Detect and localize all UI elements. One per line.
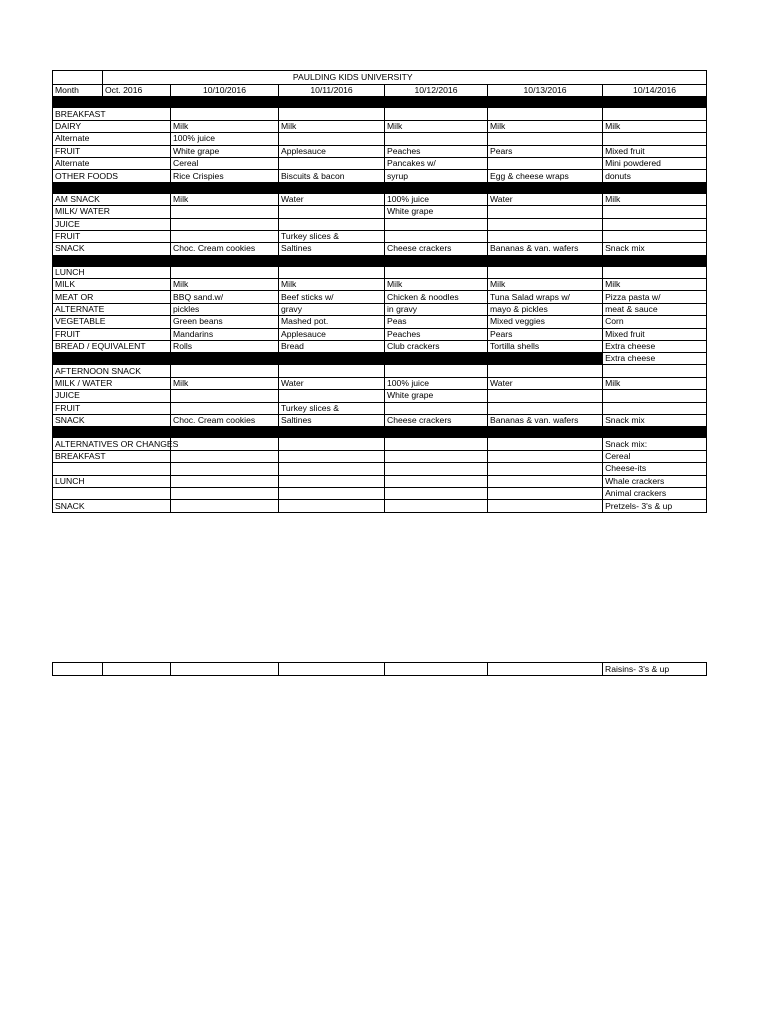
- menu-cell: Milk: [171, 279, 279, 291]
- menu-cell: [171, 475, 279, 487]
- divider-cell: [488, 427, 603, 438]
- row-label: MILK / WATER: [53, 377, 171, 389]
- menu-cell: Corn: [603, 316, 707, 328]
- menu-cell: Milk: [603, 120, 707, 132]
- date-header-fri: 10/14/2016: [603, 85, 707, 97]
- menu-cell: [488, 157, 603, 169]
- divider-cell: [171, 353, 279, 365]
- menu-cell: [279, 108, 385, 120]
- bottom-cell: [53, 663, 103, 676]
- menu-cell: Milk: [171, 193, 279, 205]
- alternatives-row: [53, 475, 707, 487]
- row-label: JUICE: [53, 218, 171, 230]
- menu-cell: BBQ sand.w/: [171, 291, 279, 303]
- row-label: FRUIT: [53, 230, 171, 242]
- alternatives-row: [53, 450, 707, 462]
- menu-cell: [488, 450, 603, 462]
- menu-cell: Milk: [279, 279, 385, 291]
- divider-cell: [279, 255, 385, 266]
- menu-cell: [385, 108, 488, 120]
- menu-cell: [603, 230, 707, 242]
- section-label: AFTERNOON SNACK: [53, 365, 171, 377]
- row-label: [53, 463, 171, 475]
- menu-cell: Pears: [488, 328, 603, 340]
- menu-cell: Bananas & van. wafers: [488, 414, 603, 426]
- lunch-row: [53, 316, 707, 328]
- row-label: SNACK: [53, 500, 171, 512]
- divider-cell: [279, 97, 385, 108]
- menu-cell: [488, 487, 603, 499]
- alternatives-row: [53, 438, 707, 450]
- menu-cell: [488, 108, 603, 120]
- menu-cell: [385, 230, 488, 242]
- breakfast-row: [53, 157, 707, 169]
- menu-cell: [171, 390, 279, 402]
- menu-cell: [488, 266, 603, 278]
- am-snack-row: [53, 230, 707, 242]
- menu-cell: Snack mix: [603, 414, 707, 426]
- date-header-mon: 10/10/2016: [171, 85, 279, 97]
- menu-cell: [603, 402, 707, 414]
- menu-cell: [603, 218, 707, 230]
- menu-cell: Animal crackers: [603, 487, 707, 499]
- divider-cell: [488, 255, 603, 266]
- divider-row: [53, 97, 707, 108]
- menu-cell: Tuna Salad wraps w/: [488, 291, 603, 303]
- menu-cell: [279, 365, 385, 377]
- divider-cell: [603, 255, 707, 266]
- menu-cell: Pears: [488, 145, 603, 157]
- menu-cell: [171, 487, 279, 499]
- divider-cell: [279, 353, 385, 365]
- menu-cell: Water: [488, 377, 603, 389]
- menu-cell: [488, 230, 603, 242]
- menu-cell: Egg & cheese wraps: [488, 170, 603, 182]
- menu-cell: Rice Crispies: [171, 170, 279, 182]
- lunch-section-row: [53, 266, 707, 278]
- afternoon-section-row: [53, 365, 707, 377]
- menu-cell: Mixed fruit: [603, 145, 707, 157]
- menu-cell: Saltines: [279, 414, 385, 426]
- menu-cell: [279, 500, 385, 512]
- menu-cell: [488, 402, 603, 414]
- bottom-table: [52, 662, 707, 676]
- divider-row: [53, 427, 707, 438]
- menu-cell: Milk: [603, 193, 707, 205]
- divider-cell: [103, 353, 171, 365]
- menu-cell: Mandarins: [171, 328, 279, 340]
- menu-cell: Saltines: [279, 243, 385, 255]
- menu-cell: Pretzels- 3's & up: [603, 500, 707, 512]
- menu-cell: Turkey slices &: [279, 402, 385, 414]
- bottom-cell: [279, 663, 385, 676]
- menu-cell: Cheese crackers: [385, 243, 488, 255]
- divider-cell: [279, 182, 385, 193]
- menu-cell: Cheese-its: [603, 463, 707, 475]
- menu-cell: Mashed pot.: [279, 316, 385, 328]
- menu-cell: gravy: [279, 303, 385, 315]
- divider-cell: [171, 182, 279, 193]
- bottom-row: [53, 663, 707, 676]
- bottom-cell: [171, 663, 279, 676]
- menu-cell: [171, 450, 279, 462]
- menu-cell: 100% juice: [385, 193, 488, 205]
- menu-cell: Whale crackers: [603, 475, 707, 487]
- divider-cell: [603, 97, 707, 108]
- menu-cell: [603, 133, 707, 145]
- row-label: DAIRY: [53, 120, 171, 132]
- menu-cell: [171, 218, 279, 230]
- menu-cell: Mixed fruit: [603, 328, 707, 340]
- menu-cell: Milk: [171, 120, 279, 132]
- row-label: FRUIT: [53, 402, 171, 414]
- divider-cell: [603, 182, 707, 193]
- row-label: VEGETABLE: [53, 316, 171, 328]
- divider-cell: [103, 97, 171, 108]
- row-label: MILK: [53, 279, 171, 291]
- menu-cell: meat & sauce: [603, 303, 707, 315]
- menu-cell: Milk: [385, 279, 488, 291]
- afternoon-snack-row: [53, 377, 707, 389]
- breakfast-section-row: [53, 108, 707, 120]
- menu-cell: [171, 500, 279, 512]
- title-row: [53, 71, 707, 85]
- lunch-row: [53, 279, 707, 291]
- menu-cell: Cheese crackers: [385, 414, 488, 426]
- alternatives-row: [53, 463, 707, 475]
- menu-cell: Milk: [603, 279, 707, 291]
- title-blank-cell: [53, 71, 103, 85]
- alternatives-row: [53, 487, 707, 499]
- menu-cell: Chicken & noodles: [385, 291, 488, 303]
- menu-cell: [385, 402, 488, 414]
- title-right-cell: [603, 71, 707, 85]
- divider-cell: [53, 182, 103, 193]
- divider-cell: [279, 427, 385, 438]
- menu-cell: [171, 206, 279, 218]
- menu-cell: Milk: [603, 377, 707, 389]
- menu-cell: [385, 475, 488, 487]
- menu-cell: [279, 463, 385, 475]
- menu-cell: Club crackers: [385, 341, 488, 353]
- menu-cell: [488, 475, 603, 487]
- divider-cell: [385, 255, 488, 266]
- menu-cell: 100% juice: [171, 133, 279, 145]
- afternoon-snack-row: [53, 414, 707, 426]
- divider-row: [53, 182, 707, 193]
- divider-cell: [488, 182, 603, 193]
- bottom-cell: [488, 663, 603, 676]
- afternoon-snack-row: [53, 390, 707, 402]
- menu-cell: Pizza pasta w/: [603, 291, 707, 303]
- menu-cell: Beef sticks w/: [279, 291, 385, 303]
- menu-cell: in gravy: [385, 303, 488, 315]
- am-snack-row: [53, 193, 707, 205]
- menu-cell: syrup: [385, 170, 488, 182]
- menu-cell: Cereal: [171, 157, 279, 169]
- menu-cell: [488, 218, 603, 230]
- menu-cell: [171, 108, 279, 120]
- divider-row: [53, 353, 707, 365]
- menu-cell: [603, 108, 707, 120]
- divider-cell: [385, 97, 488, 108]
- row-label: MILK/ WATER: [53, 206, 171, 218]
- menu-cell: [488, 500, 603, 512]
- menu-cell: Applesauce: [279, 145, 385, 157]
- menu-cell: Snack mix: [603, 243, 707, 255]
- menu-cell: [385, 450, 488, 462]
- menu-cell: Peaches: [385, 328, 488, 340]
- row-label: ALTERNATIVES OR CHANGES: [53, 438, 171, 450]
- row-label: Alternate: [53, 133, 171, 145]
- menu-cell: [171, 438, 279, 450]
- menu-cell: White grape: [171, 145, 279, 157]
- menu-cell: [488, 390, 603, 402]
- menu-cell: Biscuits & bacon: [279, 170, 385, 182]
- menu-cell: Bananas & van. wafers: [488, 243, 603, 255]
- menu-cell: [279, 487, 385, 499]
- am-snack-row: [53, 243, 707, 255]
- month-value: Oct. 2016: [103, 85, 171, 97]
- row-label: SNACK: [53, 414, 171, 426]
- lunch-row: [53, 303, 707, 315]
- menu-cell: Pancakes w/: [385, 157, 488, 169]
- menu-cell: Extra cheese: [603, 341, 707, 353]
- menu-cell: [171, 365, 279, 377]
- row-label: LUNCH: [53, 475, 171, 487]
- lunch-row: [53, 341, 707, 353]
- menu-cell: Peaches: [385, 145, 488, 157]
- menu-cell: White grape: [385, 390, 488, 402]
- menu-cell: Mini powdered: [603, 157, 707, 169]
- row-label: Alternate: [53, 157, 171, 169]
- menu-cell: [385, 365, 488, 377]
- menu-cell: [603, 266, 707, 278]
- menu-cell: [385, 133, 488, 145]
- row-label: BREAKFAST: [53, 450, 171, 462]
- divider-cell: [53, 427, 103, 438]
- menu-cell: Mixed veggies: [488, 316, 603, 328]
- am-snack-row: [53, 218, 707, 230]
- bottom-note: Raisins- 3's & up: [603, 663, 707, 676]
- menu-cell: Applesauce: [279, 328, 385, 340]
- menu-cell: Turkey slices &: [279, 230, 385, 242]
- menu-cell: [603, 390, 707, 402]
- row-label: FRUIT: [53, 328, 171, 340]
- menu-cell: [385, 487, 488, 499]
- menu-cell: [171, 230, 279, 242]
- breakfast-row: [53, 145, 707, 157]
- menu-cell: [279, 157, 385, 169]
- divider-cell: [53, 255, 103, 266]
- menu-cell: [279, 450, 385, 462]
- divider-cell: [53, 97, 103, 108]
- divider-cell: [103, 427, 171, 438]
- menu-cell: Milk: [385, 120, 488, 132]
- menu-cell: Milk: [279, 120, 385, 132]
- breakfast-row: [53, 170, 707, 182]
- divider-cell: [103, 182, 171, 193]
- am-snack-row: [53, 206, 707, 218]
- menu-cell: Water: [279, 377, 385, 389]
- menu-cell: [488, 133, 603, 145]
- menu-cell: Milk: [488, 120, 603, 132]
- bottom-cell: [385, 663, 488, 676]
- menu-cell: [279, 438, 385, 450]
- breakfast-row: [53, 133, 707, 145]
- row-label: SNACK: [53, 243, 171, 255]
- lunch-row: [53, 291, 707, 303]
- menu-cell: White grape: [385, 206, 488, 218]
- menu-cell: Water: [279, 193, 385, 205]
- divider-cell: [171, 427, 279, 438]
- menu-cell: Milk: [171, 377, 279, 389]
- menu-cell: [385, 438, 488, 450]
- divider-cell: [103, 255, 171, 266]
- bottom-cell: [103, 663, 171, 676]
- menu-cell: donuts: [603, 170, 707, 182]
- afternoon-snack-row: [53, 402, 707, 414]
- alternatives-row: [53, 500, 707, 512]
- date-header-tue: 10/11/2016: [279, 85, 385, 97]
- menu-cell: Bread: [279, 341, 385, 353]
- menu-table: [52, 70, 707, 513]
- menu-cell: [171, 266, 279, 278]
- menu-cell: [279, 218, 385, 230]
- divider-cell: [488, 353, 603, 365]
- divider-cell: [171, 97, 279, 108]
- menu-cell: Choc. Cream cookies: [171, 243, 279, 255]
- section-label: BREAKFAST: [53, 108, 171, 120]
- menu-cell: [279, 475, 385, 487]
- menu-cell: [385, 266, 488, 278]
- date-header-wed: 10/12/2016: [385, 85, 488, 97]
- divider-cell: [171, 255, 279, 266]
- menu-cell: [279, 390, 385, 402]
- menu-cell: [488, 463, 603, 475]
- row-label: JUICE: [53, 390, 171, 402]
- divider-cell: [603, 427, 707, 438]
- menu-cell: [385, 218, 488, 230]
- menu-cell: [488, 365, 603, 377]
- divider-row: [53, 255, 707, 266]
- row-label: FRUIT: [53, 145, 171, 157]
- divider-cell: [385, 353, 488, 365]
- menu-cell: [171, 402, 279, 414]
- month-label: Month: [53, 85, 103, 97]
- menu-cell: [488, 438, 603, 450]
- section-label: LUNCH: [53, 266, 171, 278]
- menu-cell: [488, 206, 603, 218]
- menu-cell: Water: [488, 193, 603, 205]
- menu-cell: Green beans: [171, 316, 279, 328]
- row-label: BREAD / EQUIVALENT: [53, 341, 171, 353]
- divider-cell: [385, 427, 488, 438]
- menu-cell: Peas: [385, 316, 488, 328]
- row-label: OTHER FOODS: [53, 170, 171, 182]
- row-label: MEAT OR: [53, 291, 171, 303]
- menu-cell: Cereal: [603, 450, 707, 462]
- menu-title: PAULDING KIDS UNIVERSITY: [103, 71, 603, 85]
- menu-cell: mayo & pickles: [488, 303, 603, 315]
- menu-cell: Snack mix:: [603, 438, 707, 450]
- menu-cell: [171, 463, 279, 475]
- row-label: ALTERNATE: [53, 303, 171, 315]
- lunch-row: [53, 328, 707, 340]
- menu-cell: [385, 463, 488, 475]
- menu-cell: [603, 365, 707, 377]
- row-label: AM SNACK: [53, 193, 171, 205]
- menu-cell: pickles: [171, 303, 279, 315]
- divider-cell: [488, 97, 603, 108]
- header-row: [53, 85, 707, 97]
- breakfast-row: [53, 120, 707, 132]
- menu-cell: [279, 266, 385, 278]
- menu-cell: [603, 206, 707, 218]
- menu-cell: [385, 500, 488, 512]
- divider-cell: [53, 353, 103, 365]
- menu-cell: Milk: [488, 279, 603, 291]
- divider-note: Extra cheese: [603, 353, 707, 365]
- menu-cell: Rolls: [171, 341, 279, 353]
- date-header-thu: 10/13/2016: [488, 85, 603, 97]
- menu-cell: Tortilla shells: [488, 341, 603, 353]
- menu-cell: Choc. Cream cookies: [171, 414, 279, 426]
- menu-cell: 100% juice: [385, 377, 488, 389]
- row-label: [53, 487, 171, 499]
- menu-body: [53, 71, 707, 513]
- menu-cell: [279, 133, 385, 145]
- menu-cell: [279, 206, 385, 218]
- divider-cell: [385, 182, 488, 193]
